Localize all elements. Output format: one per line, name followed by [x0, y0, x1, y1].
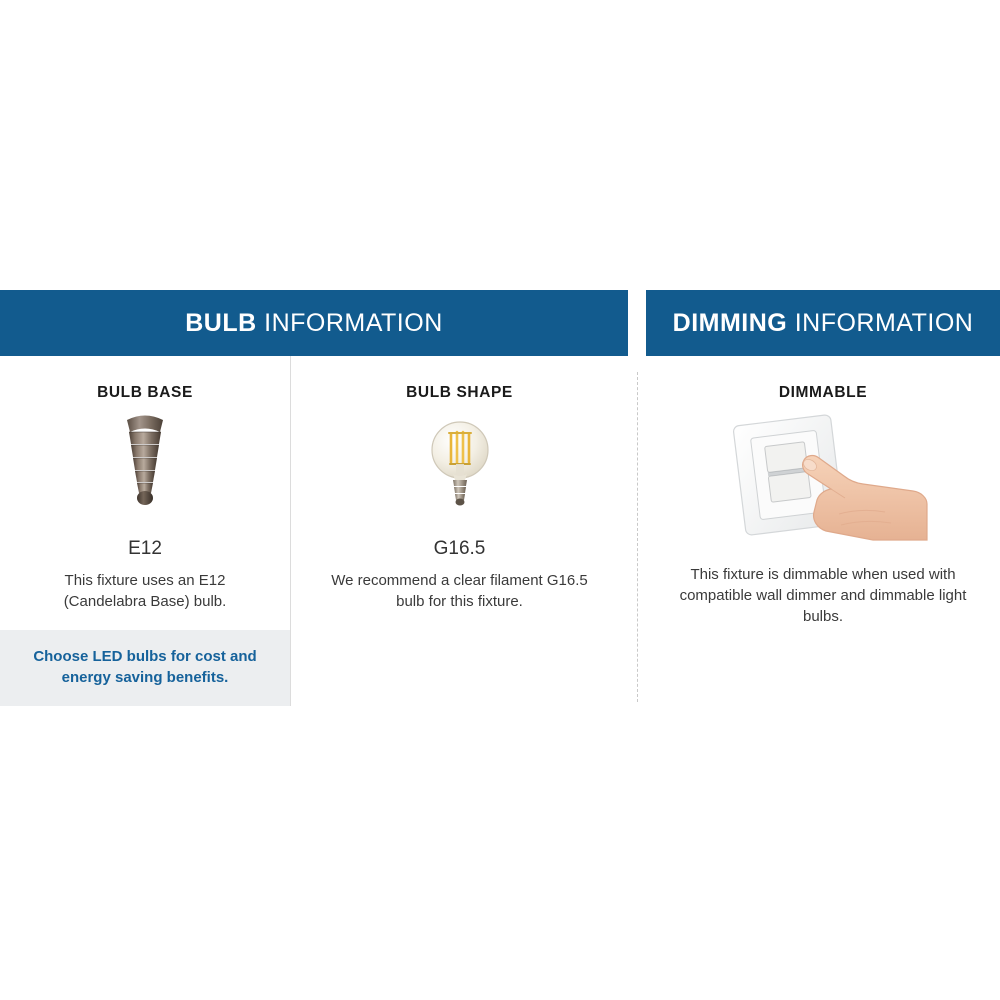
dimmable-column	[646, 356, 1000, 627]
bulb-shape-title: BULB SHAPE	[406, 384, 513, 401]
dimmable-title: DIMMABLE	[778, 384, 868, 401]
dimmable-image-area	[646, 408, 1000, 548]
panels-row	[0, 290, 1000, 706]
bulb-base-value: E12	[128, 538, 162, 559]
bulb-base-image-area	[0, 408, 290, 528]
bulb-information-header-text	[185, 309, 443, 338]
dimming-header-light: INFORMATION	[794, 308, 974, 337]
panel-divider	[637, 372, 638, 702]
bulb-base-description: This fixture uses an E12 (Candelabra Base) bulb.	[63, 572, 227, 610]
bulb-shape-icon	[423, 410, 497, 527]
dimming-information-header-text	[673, 309, 974, 338]
bulb-shape-column	[290, 356, 628, 706]
bulb-information-body	[0, 356, 628, 706]
dimming-information-header	[646, 290, 1000, 356]
bulb-information-panel	[0, 290, 628, 706]
bulb-header-bold: BULB	[185, 308, 257, 337]
bulb-shape-image-area	[291, 408, 628, 528]
dimming-header-bold: DIMMING	[672, 308, 788, 337]
wall-dimmer-hand-icon	[713, 408, 933, 548]
bulb-base-icon	[109, 410, 181, 527]
led-tip-box: Choose LED bulbs for cost and energy saving benefits.	[0, 630, 290, 706]
bulb-header-light: INFORMATION	[264, 308, 443, 337]
dimmable-description: This fixture is dimmable when used with compatible wall dimmer and dimmable light bulbs.	[679, 566, 967, 625]
bulb-information-header	[0, 290, 628, 356]
bulb-shape-value: G16.5	[433, 538, 486, 559]
dimming-information-panel	[646, 290, 1000, 706]
bulb-shape-description: We recommend a clear filament G16.5 bulb for this fixture.	[331, 572, 588, 610]
bulb-base-column	[0, 356, 290, 706]
bulb-base-title: BULB BASE	[97, 384, 193, 401]
dimming-columns	[646, 356, 1000, 627]
bulb-columns	[0, 356, 628, 706]
dimming-information-body	[646, 356, 1000, 627]
